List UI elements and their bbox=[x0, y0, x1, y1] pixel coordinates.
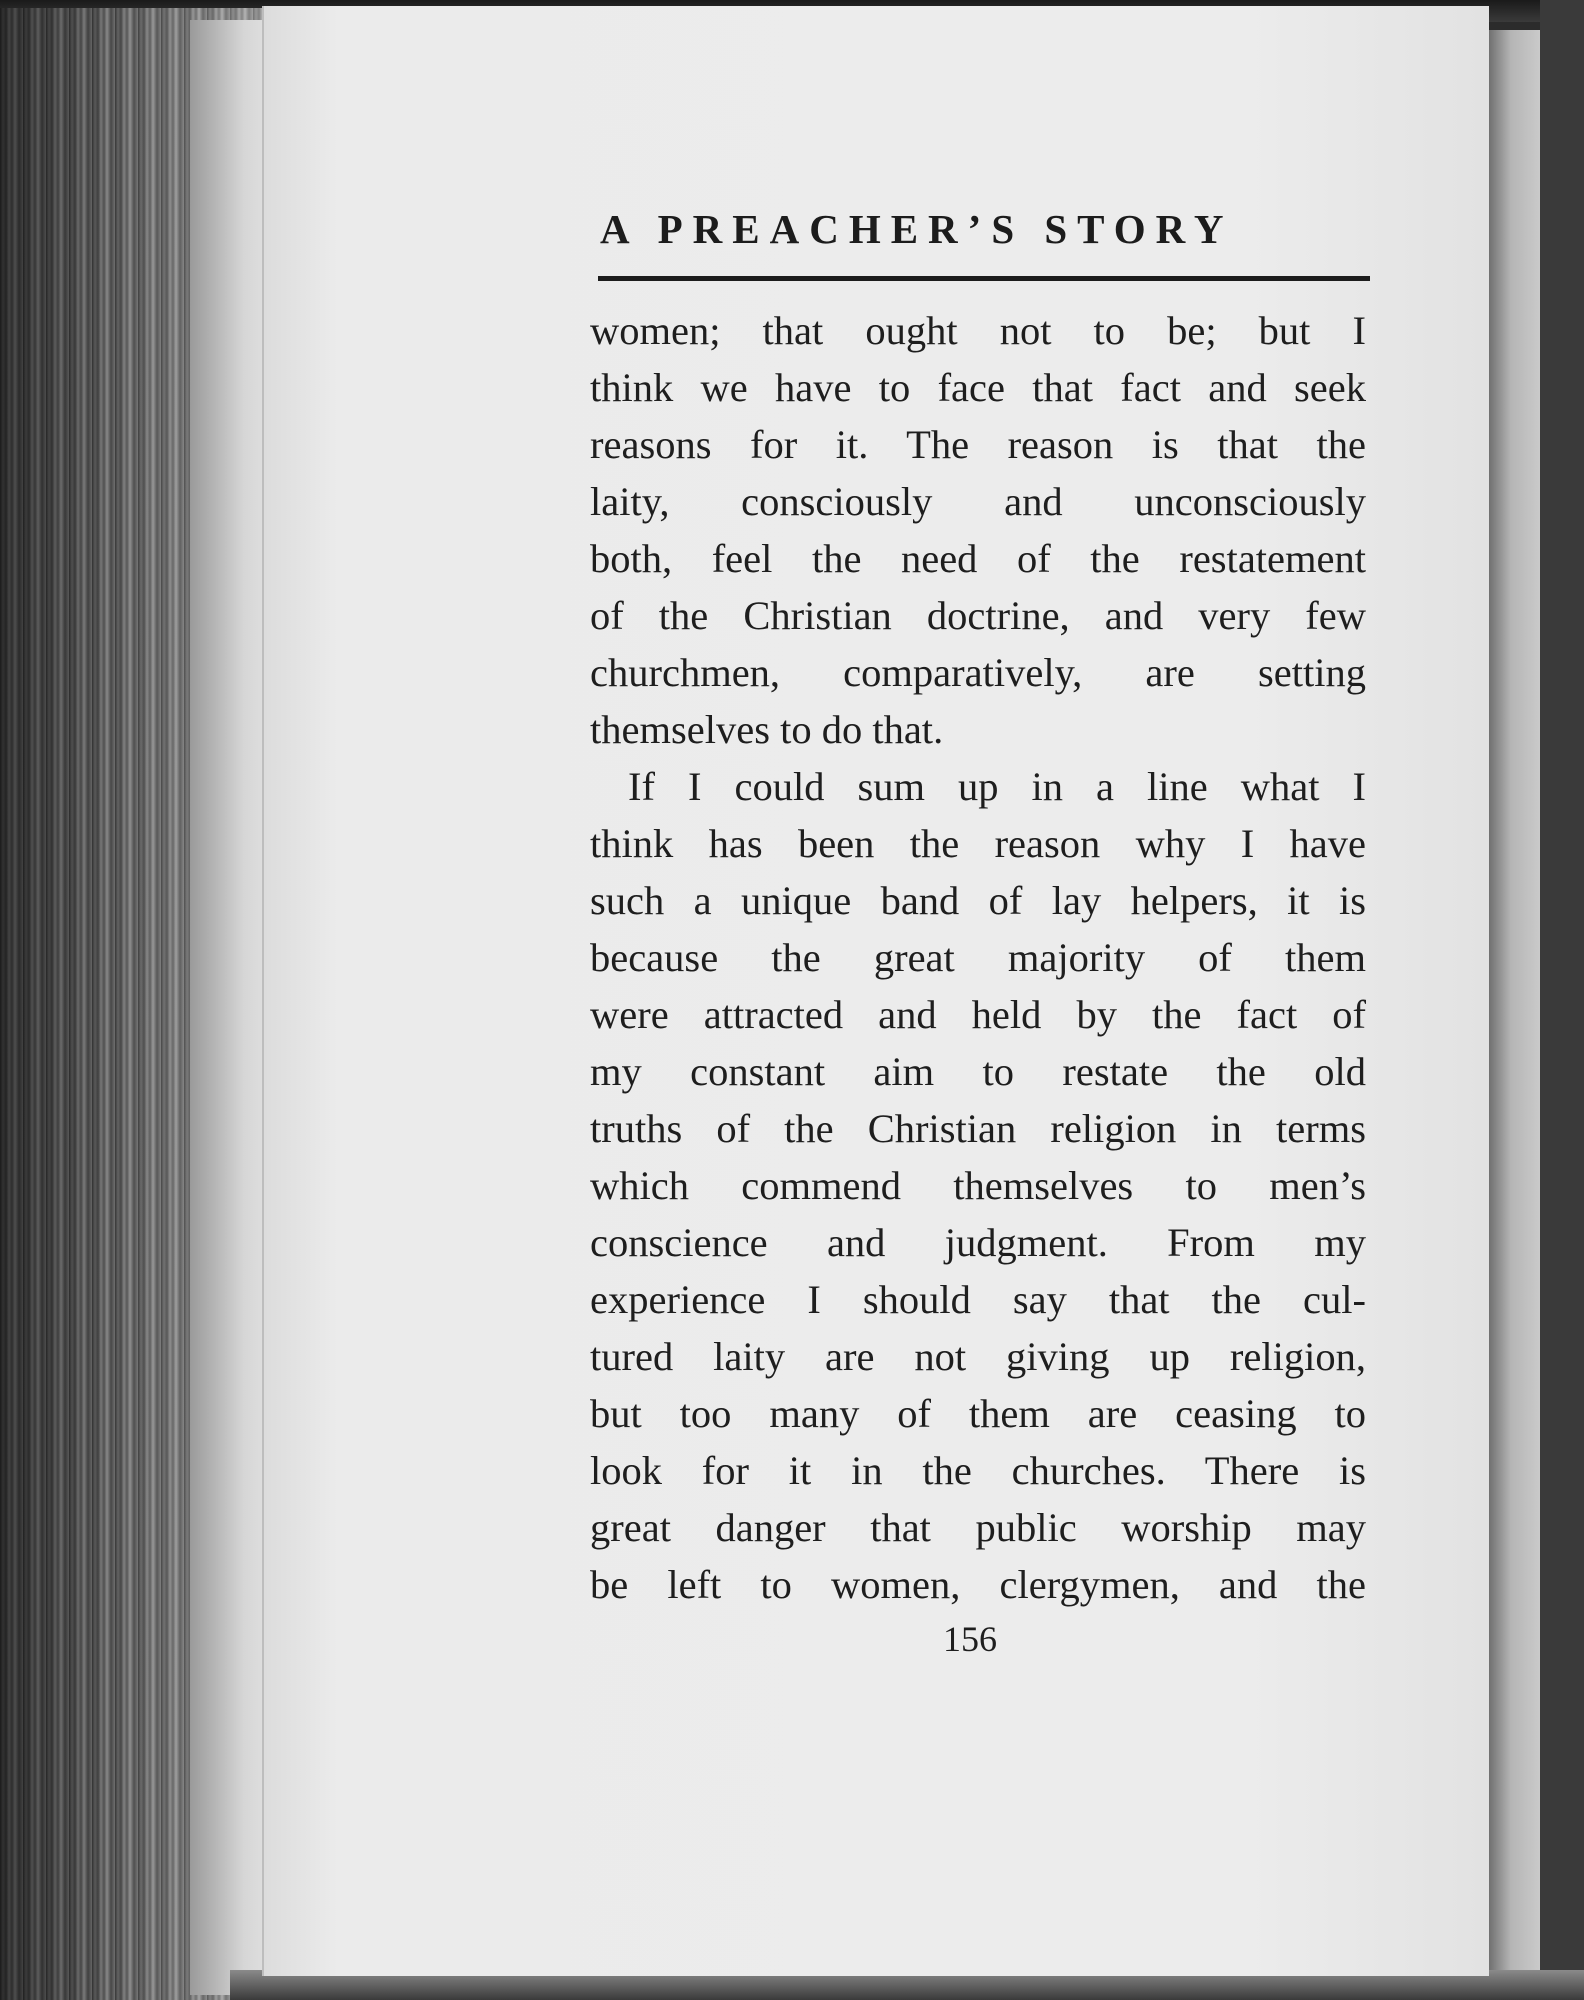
text-line: think we have to face that fact and seek bbox=[590, 365, 1366, 410]
text-line: experience I should say that the cul- bbox=[590, 1277, 1366, 1322]
page-number: 156 bbox=[943, 1619, 997, 1659]
text-line: women; that ought not to be; but I bbox=[590, 308, 1366, 353]
text-line: my constant aim to restate the old bbox=[590, 1049, 1366, 1094]
paragraph-2 bbox=[590, 758, 1366, 1613]
text-line: were attracted and held by the fact of bbox=[590, 992, 1366, 1037]
text-line: but too many of them are ceasing to bbox=[590, 1391, 1366, 1436]
text-line: both, feel the need of the restatement bbox=[590, 536, 1366, 581]
text-line: think has been the reason why I have bbox=[590, 821, 1366, 866]
text-line: reasons for it. The reason is that the bbox=[590, 422, 1366, 467]
head-rule bbox=[598, 276, 1370, 281]
text-line: themselves to do that. bbox=[590, 707, 944, 752]
text-line: conscience and judgment. From my bbox=[590, 1220, 1366, 1265]
text-line: of the Christian doctrine, and very few bbox=[590, 593, 1366, 638]
text-line: be left to women, clergymen, and the bbox=[590, 1562, 1366, 1607]
body-text bbox=[590, 302, 1366, 1613]
text-line: churchmen, comparatively, are setting bbox=[590, 650, 1366, 695]
text-line: truths of the Christian religion in terms bbox=[590, 1106, 1366, 1151]
running-head: A PREACHER’S STORY bbox=[600, 206, 1234, 252]
right-background bbox=[1540, 0, 1584, 2000]
text-line: such a unique band of lay helpers, it is bbox=[590, 878, 1366, 923]
text-line: look for it in the churches. There is bbox=[590, 1448, 1366, 1493]
text-line: because the great majority of them bbox=[590, 935, 1366, 980]
paragraph-1 bbox=[590, 302, 1366, 758]
text-line: which commend themselves to men’s bbox=[590, 1163, 1366, 1208]
text-line: If I could sum up in a line what I bbox=[628, 764, 1366, 809]
text-line: tured laity are not giving up religion, bbox=[590, 1334, 1366, 1379]
facing-page-edge bbox=[1487, 30, 1547, 1980]
text-line: great danger that public worship may bbox=[590, 1505, 1366, 1550]
text-line: laity, consciously and unconsciously bbox=[590, 479, 1366, 524]
